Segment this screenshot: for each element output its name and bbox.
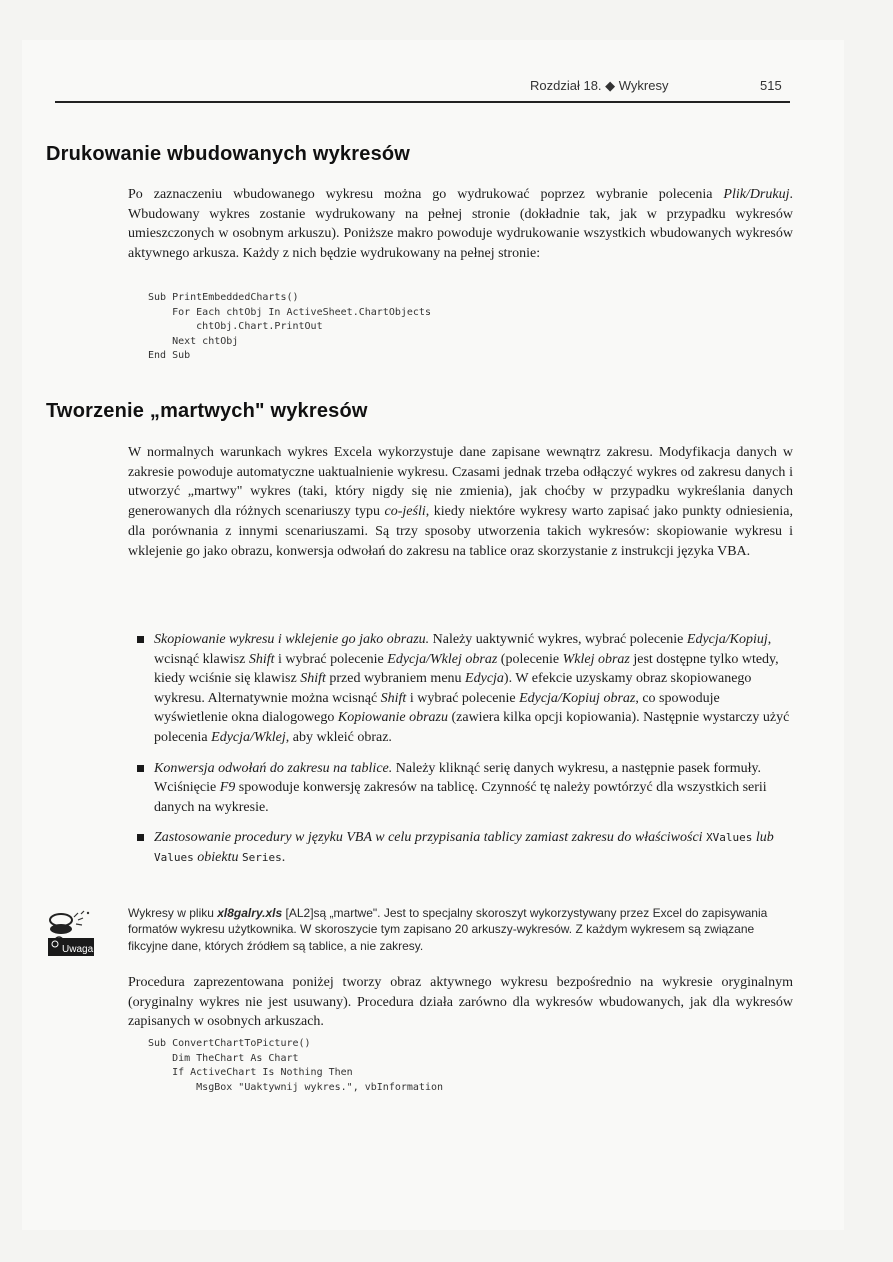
menu-path: Plik/Drukuj (723, 187, 790, 202)
code-line: For Each chtObj In ActiveSheet.ChartObjects (148, 306, 431, 318)
header-rule (55, 101, 790, 103)
code-block-convert (148, 1037, 443, 1095)
list-item: Skopiowanie wykresu i wklejenie go jako obrazu. Należy uaktywnić wykres, wybrać polecenie Edycja/Kopiuj, wcisnąć klawisz Shift i wybrać polecenie Edycja/Wklej obraz (polecenie Wklej obraz jest dostępne tylko wtedy, kiedy wciśnie się klawisz Shift przed wybraniem menu Edycja). W efekcie uzyskamy obraz skopiowanego wykresu. Alternatywnie można wcisnąć Shift i wybrać polecenie Edycja/Kopiuj obraz, co spowoduje wyświetlenie okna dialogowego Kopiowanie obrazu (zawiera kilka opcji kopiowania). Następnie wystarczy użyć polecenia Edycja/Wklej, aby wkleić obraz. (128, 630, 793, 748)
paragraph-printing: Po zaznaczeniu wbudowanego wykresu można go wydrukować poprzez wybranie polecenia Plik/Drukuj. Wbudowany wykres zostanie wydrukowany na pełnej stronie (dokładnie tak, jak w przypadku wykresów umieszczonych w osobnym arkuszu). Poniższe makro powoduje wydrukowanie wszystkich wbudowanych wykresów aktywnego arkusza. Każdy z nich będzie wydrukowany na pełnej stronie: (128, 187, 793, 262)
code-block-print (148, 291, 431, 364)
section-heading-dead-charts: Tworzenie „martwych" wykresów (46, 400, 368, 422)
code-line: If ActiveChart Is Nothing Then (148, 1067, 353, 1078)
bullet-square (137, 765, 144, 772)
emphasis: co-jeśli (384, 504, 426, 520)
bullet-square (137, 834, 144, 841)
code-line: End Sub (148, 350, 191, 361)
code-line: Sub PrintEmbeddedCharts() (148, 292, 299, 303)
note-icon (48, 908, 94, 956)
code-line: Dim TheChart As Chart (148, 1052, 299, 1064)
list-item: Zastosowanie procedury w języku VBA w celu przypisania tablicy zamiast zakresu do właściwości XValues lub Values obiektu Series. (128, 828, 793, 867)
bullet-list (128, 630, 793, 879)
code-line: MsgBox "Uaktywnij wykres.", vbInformation (148, 1081, 444, 1093)
note-icon-label: Uwaga (62, 944, 94, 955)
note-text: Wykresy w pliku xl8galry.xls [AL2]są „martwe". Jest to specjalny skoroszyt wykorzystywany przez Excel do zapisywania formatów wykresu użytkownika. W skoroszycie tym zapisano 20 arkuszy-wykresów. Z każdym wykresem są związane fikcyjne dane, których źródłem są tablice, a nie zakresy. (128, 906, 768, 953)
running-head (530, 78, 782, 94)
paragraph-procedure: Procedura zaprezentowana poniżej tworzy obraz aktywnego wykresu bezpośrednio na wykresie oryginalnym (oryginalny wykres nie jest usuwany). Procedura działa zarówno dla wykresów wbudowanych, jak dla wykresów zapisanych w osobnych arkuszach. (128, 975, 793, 1030)
running-title: Rozdział 18. ◆ Wykresy (530, 78, 669, 93)
code-line: chtObj.Chart.PrintOut (148, 321, 323, 332)
file-name: xl8galry.xls (217, 906, 283, 920)
list-item: Konwersja odwołań do zakresu na tablice. Należy kliknąć serię danych wykresu, a następnie pasek formuły. Wciśnięcie F9 spowoduje konwersję zakresów na tablicę. Czynność tę należy powtórzyć dla wszystkich serii danych na wykresie. (128, 759, 793, 818)
code-line: Next chtObj (148, 335, 239, 347)
page-number: 515 (760, 78, 782, 93)
uwaga-icon (48, 908, 94, 956)
bullet-square (137, 636, 144, 643)
section-heading-printing: Drukowanie wbudowanych wykresów (46, 143, 411, 165)
code-line: Sub ConvertChartToPicture() (148, 1038, 311, 1049)
paragraph-dead-charts: W normalnych warunkach wykres Excela wykorzystuje dane zapisane wewnątrz zakresu. Modyfikacja danych w zakresie powoduje automatyczne uaktualnienie wykresu. Czasami jednak trzeba odłączyć wykres od zakresu danych i utworzyć „martwy" wykres (taki, który nigdy się nie zmienia), jak choćby w przypadku wykreślania danych generowanych dla różnych scenariuszy typu co-jeśli, kiedy niektóre wykresy warto zapisać jako punkty odniesienia, dla porównania z innymi scenariuszami. Są trzy sposoby utworzenia takich wykresów: skopiowanie wykresu i wklejenie go jako obrazu, konwersja odwołań do zakresu na tablice oraz skorzystanie z instrukcji języka VBA. (128, 445, 793, 559)
